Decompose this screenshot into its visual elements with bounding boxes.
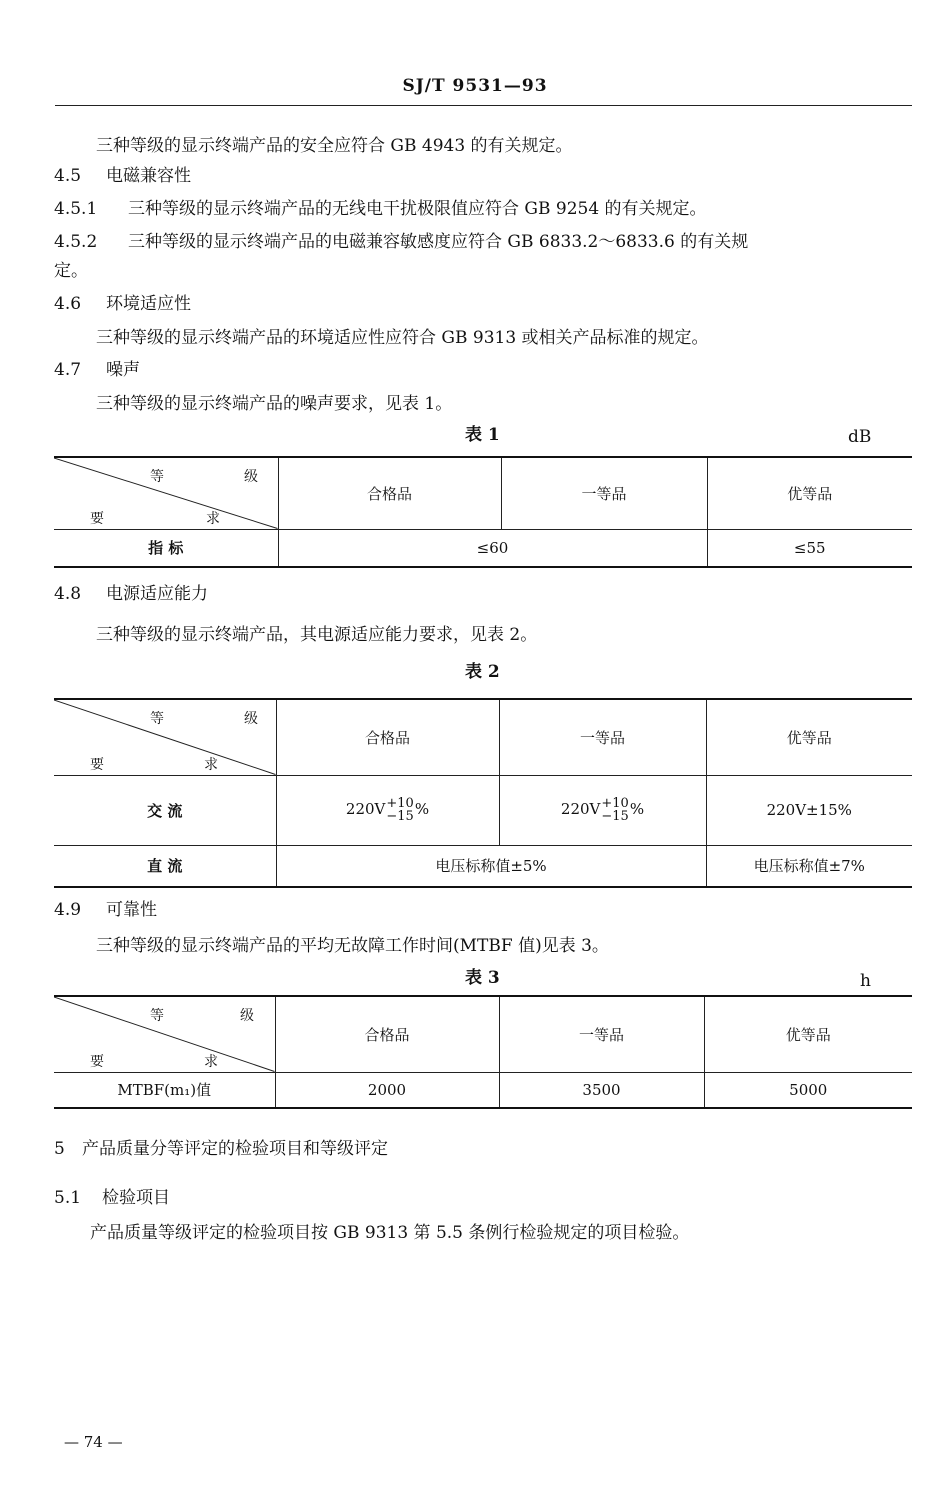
table-row <box>54 529 912 567</box>
tolerance-plus: +10 <box>601 796 629 811</box>
section-5-heading <box>54 1138 388 1160</box>
section-5-1-text: 产品质量等级评定的检验项目按 GB 9313 第 5.5 条例行检验规定的项目检验。 <box>90 1223 690 1243</box>
table-cell: 2000 <box>275 1072 499 1108</box>
section-5-1-heading <box>54 1187 170 1209</box>
section-4-7-text: 三种等级的显示终端产品的噪声要求，见表 1。 <box>96 394 453 414</box>
section-text: 三种等级的显示终端产品的电磁兼容敏感度应符合 GB 6833.2～6833.6 的有关规 <box>128 232 749 252</box>
section-4-6-heading <box>54 293 191 315</box>
header-rule <box>55 105 912 106</box>
table2 <box>54 698 912 888</box>
table-cell: 3500 <box>499 1072 704 1108</box>
corner-grade-label: 级 <box>244 711 258 727</box>
table3-caption: 表 3 <box>465 968 500 988</box>
section-title: 电源适应能力 <box>106 584 208 604</box>
section-number: 4.7 <box>54 360 82 380</box>
table-header-row <box>54 457 912 529</box>
section-4-9-text: 三种等级的显示终端产品的平均无故障工作时间(MTBF 值)见表 3。 <box>96 936 609 956</box>
row-label: MTBF(m₁)值 <box>54 1072 275 1108</box>
section-title: 检验项目 <box>102 1188 170 1208</box>
table3-unit: h <box>860 971 871 991</box>
section-4-5-2 <box>54 231 748 253</box>
ac-base: 220V <box>560 800 601 818</box>
col-header: 合格品 <box>276 699 499 775</box>
table-cell <box>276 775 499 845</box>
table-corner-cell <box>54 996 275 1072</box>
row-label: 交 流 <box>54 775 276 845</box>
section-title: 噪声 <box>106 360 140 380</box>
section-number: 5 <box>54 1139 65 1159</box>
table-header-row <box>54 996 912 1072</box>
tolerance-plus: +10 <box>386 796 414 811</box>
section-4-8-heading <box>54 583 208 605</box>
section-number: 4.5 <box>54 166 82 186</box>
table-row-ac <box>54 775 912 845</box>
corner-grade-label: 等 <box>150 469 164 485</box>
tolerance-fraction <box>386 797 413 823</box>
table-header-row <box>54 699 912 775</box>
corner-req-label: 要 <box>90 757 104 773</box>
section-4-9-heading <box>54 899 157 921</box>
section-4-7-heading <box>54 359 140 381</box>
col-header: 优等品 <box>704 996 912 1072</box>
section-4-5-2-continuation: 定。 <box>54 261 88 281</box>
tolerance-fraction <box>601 797 628 823</box>
table3 <box>54 995 912 1109</box>
corner-req-label: 求 <box>204 757 218 773</box>
col-header: 优等品 <box>707 457 912 529</box>
corner-req-label: 求 <box>206 511 220 527</box>
table-row <box>54 1072 912 1108</box>
section-number: 4.5.2 <box>54 232 98 252</box>
table-cell: 5000 <box>704 1072 912 1108</box>
col-header: 一等品 <box>499 699 706 775</box>
col-header: 优等品 <box>706 699 912 775</box>
table-cell: ≤55 <box>707 529 912 567</box>
col-header: 合格品 <box>275 996 499 1072</box>
section-number: 4.8 <box>54 584 82 604</box>
corner-grade-label: 等 <box>150 1008 164 1024</box>
table2-caption: 表 2 <box>465 662 500 682</box>
col-header: 一等品 <box>499 996 704 1072</box>
section-text: 三种等级的显示终端产品的无线电干扰极限值应符合 GB 9254 的有关规定。 <box>128 199 707 219</box>
section-4-5-heading <box>54 165 191 187</box>
merged-cell: 电压标称值±5% <box>276 845 706 887</box>
table-cell: 220V±15% <box>706 775 912 845</box>
table-corner-cell <box>54 699 276 775</box>
corner-grade-label: 级 <box>244 469 258 485</box>
row-label: 指 标 <box>54 529 278 567</box>
safety-paragraph: 三种等级的显示终端产品的安全应符合 GB 4943 的有关规定。 <box>96 136 573 156</box>
section-4-8-text: 三种等级的显示终端产品，其电源适应能力要求，见表 2。 <box>96 625 538 645</box>
section-number: 5.1 <box>54 1188 82 1208</box>
diagonal-line <box>54 700 276 775</box>
tolerance-minus: −15 <box>386 809 414 824</box>
page-number: — 74 — <box>64 1433 123 1451</box>
section-number: 4.6 <box>54 294 82 314</box>
section-title: 产品质量分等评定的检验项目和等级评定 <box>82 1139 388 1159</box>
table1-caption: 表 1 <box>465 425 500 445</box>
ac-base: 220V <box>345 800 386 818</box>
section-4-6-text: 三种等级的显示终端产品的环境适应性应符合 GB 9313 或相关产品标准的规定。 <box>96 328 709 348</box>
corner-grade-label: 等 <box>150 711 164 727</box>
corner-req-label: 求 <box>204 1054 218 1070</box>
percent-sign: % <box>414 800 430 818</box>
section-number: 4.5.1 <box>54 199 98 219</box>
section-title: 电磁兼容性 <box>106 166 191 186</box>
col-header: 合格品 <box>278 457 501 529</box>
tolerance-minus: −15 <box>601 809 629 824</box>
section-4-5-1 <box>54 198 707 220</box>
corner-grade-label: 级 <box>240 1008 254 1024</box>
table-row-dc <box>54 845 912 887</box>
table-cell: 电压标称值±7% <box>706 845 912 887</box>
standard-header: SJ/T 9531—93 <box>402 76 548 96</box>
percent-sign: % <box>629 800 645 818</box>
table1-unit: dB <box>848 427 872 447</box>
table-cell <box>499 775 706 845</box>
table-corner-cell <box>54 457 278 529</box>
col-header: 一等品 <box>501 457 707 529</box>
corner-req-label: 要 <box>90 511 104 527</box>
merged-cell: ≤60 <box>278 529 707 567</box>
section-number: 4.9 <box>54 900 82 920</box>
table1 <box>54 456 912 568</box>
corner-req-label: 要 <box>90 1054 104 1070</box>
row-label: 直 流 <box>54 845 276 887</box>
section-title: 可靠性 <box>106 900 157 920</box>
section-title: 环境适应性 <box>106 294 191 314</box>
